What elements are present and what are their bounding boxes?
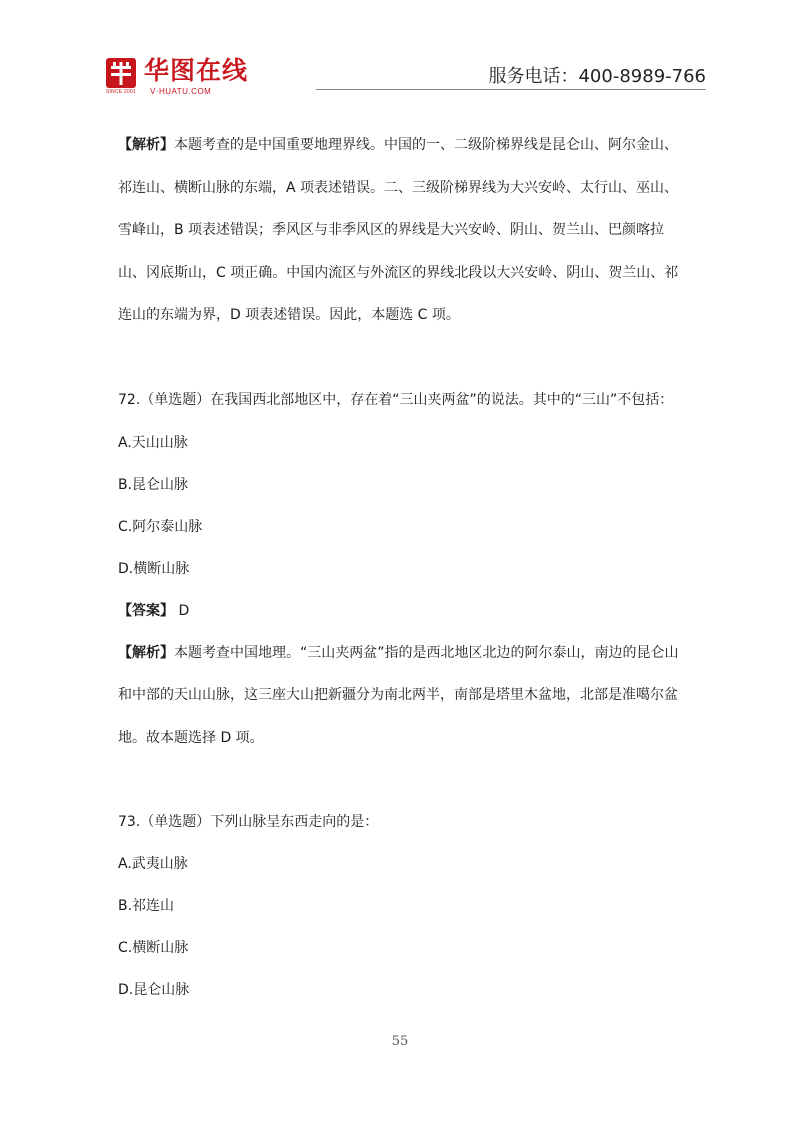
q73-option-a: A.武夷山脉 (118, 856, 188, 873)
header-divider (316, 89, 706, 90)
huatu-logo-mark-icon (106, 58, 136, 88)
spacer (118, 337, 684, 379)
analysis-text: 本题考查的是中国重要地理界线。中国的一、二级阶梯界线是昆仑山、阿尔金山、祁连山、横断山脉的东端，A 项表述错误。二、三级阶梯界线为大兴安岭、太行山、巫山、雪峰山，B 项表述错误；季风区与非季风区的界线是大兴安岭、阴山、贺兰山、巴颜喀拉山、冈底斯山，C 项正确。中国内流区与外流区的界线北段以大兴安岭、阴山、贺兰山、祁连山的东端为界，D 项表述错误。因此，本题选 C 项。 (118, 137, 679, 324)
q71-analysis (118, 124, 684, 337)
spacer (118, 759, 684, 801)
service-hotline: 服务电话：400-8989-766 (488, 66, 706, 87)
logo-url: V·HUATU.COM (150, 87, 212, 96)
q73-stem: 73.（单选题）下列山脉呈东西走向的是： (118, 814, 379, 831)
page-number: 55 (391, 1034, 409, 1049)
answer-value: D (178, 602, 190, 619)
analysis-tag: 【解析】 (118, 644, 174, 661)
q73-option-b: B.祁连山 (118, 898, 175, 915)
q72-option-c: C.阿尔泰山脉 (118, 518, 203, 535)
q72-option-a: A.天山山脉 (118, 434, 188, 451)
q73-option-d: D.昆仑山脉 (118, 982, 190, 999)
answer-tag: 【答案】 (118, 602, 174, 619)
huatu-logo (106, 58, 266, 98)
q72-answer (118, 590, 684, 632)
logo-title: 华图在线 (144, 56, 249, 85)
logo-since-text: SINCE 2001 (106, 89, 136, 95)
analysis-text: 本题考查中国地理。“三山夹两盆”指的是西北地区北边的阿尔泰山，南边的昆仑山和中部的天山山脉，这三座大山把新疆分为南北两半，南部是塔里木盆地，北部是准噶尔盆地。故本题选择 D 项。 (118, 644, 679, 746)
q73-option-c: C.横断山脉 (118, 940, 189, 957)
q72-option-b: B.昆仑山脉 (118, 476, 189, 493)
q72-stem: 72.（单选题）在我国西北部地区中，存在着“三山夹两盆”的说法。其中的“三山”不包括： (118, 391, 674, 408)
page-content (118, 124, 684, 1011)
analysis-tag: 【解析】 (118, 137, 174, 153)
q72-analysis (118, 632, 684, 760)
q72-option-d: D.横断山脉 (118, 560, 190, 577)
